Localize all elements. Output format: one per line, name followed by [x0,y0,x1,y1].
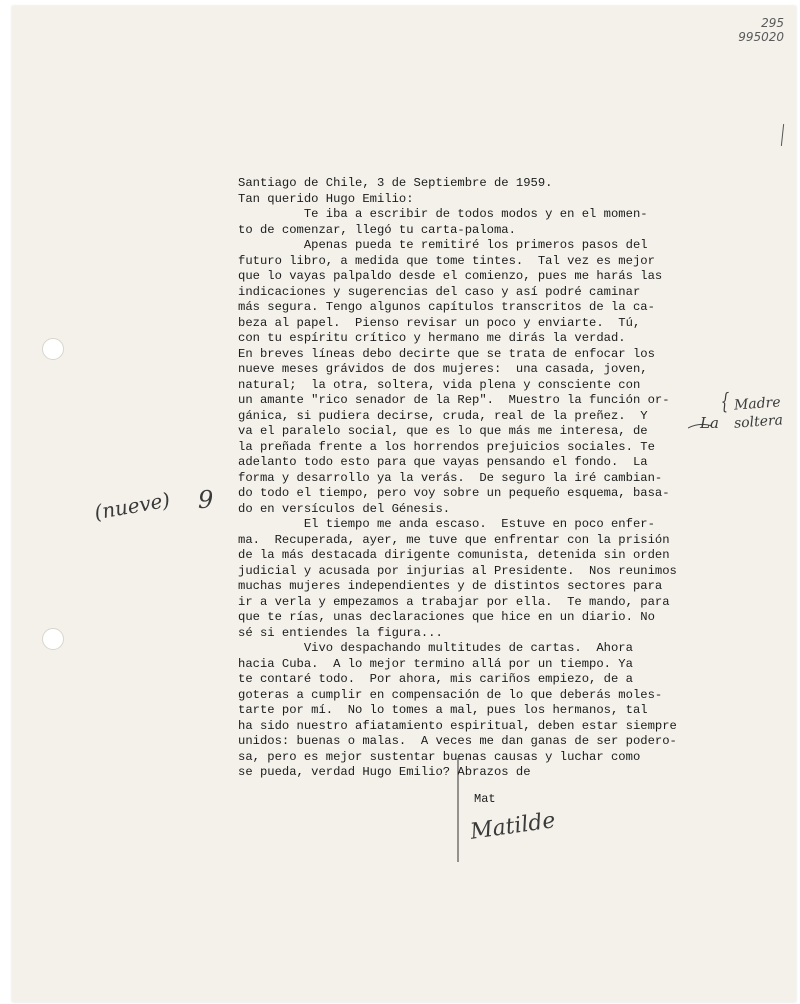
letter-line: que te rías, unas declaraciones que hice en un diario. No [238,610,655,624]
letter-line: tarte por mí. No lo tomes a mal, pues los hermanos, tal [238,703,648,717]
signature: Matilde [468,808,557,845]
letter-line: ha sido nuestro afiatamiento espiritual, deben estar siempre [238,718,677,733]
punch-hole [42,628,64,650]
letter-line: unidos: buenas o malas. A veces me dan ganas de ser podero- [238,734,677,748]
letter-line: que lo vayas palpaldo desde el comienzo, pues me harás las [238,269,663,283]
closing-initials: Mat [474,792,496,806]
letter-line: do todo el tiempo, pero voy sobre un pequeño esquema, basa- [238,486,670,500]
archive-number [738,16,784,44]
letter-line: natural; la otra, soltera, vida plena y consciente con [238,377,641,392]
letter-line: nueve meses grávidos de dos mujeres: una casada, joven, [238,362,648,376]
letter-line: va el paralelo social, que es lo que más me interesa, de [238,424,648,438]
pencil-mark [781,124,784,146]
letter-line: Vivo despachando multitudes de cartas. Ahora [238,641,633,655]
letter-line: goteras a cumplir en compensación de lo que deberás moles- [238,687,663,702]
letter-line: Apenas pueda te remitiré los primeros pasos del [238,238,648,252]
letter-line: do en versículos del Génesis. [238,501,451,516]
letter-line: gánica, si pudiera decirse, cruda, real de la preñez. Y [238,408,648,423]
margin-note: (nueve) [92,487,172,525]
side-note-word: La [700,414,719,432]
letter-line: futuro libro, a medida que tome tintes. Tal vez es mejor [238,253,655,268]
letter-line: forma y desarrollo ya la verás. De seguro la iré cambian- [238,470,663,485]
letter-line: la preñada frente a los horrendos prejuicios sociales. Te [238,439,655,454]
letter-line: adelanto todo esto para que vayas pensando el fondo. La [238,455,648,469]
letter-line: beza al papel. Pienso revisar un poco y enviarte. Tú, [238,315,641,330]
letter-line: Santiago de Chile, 3 de Septiembre de 1959. [238,176,553,190]
letter-page [12,6,796,1002]
letter-line: indicaciones y sugerencias del caso y así podré caminar [238,284,641,299]
letter-line: hacia Cuba. A lo mejor termino allá por un tiempo. Ya [238,656,633,671]
side-note-word: Madre [733,394,782,414]
margin-number: 9 [198,486,214,514]
letter-line: ma. Recuperada, ayer, me tuve que enfrentar con la prisión [238,532,670,547]
letter-line: to de comenzar, llegó tu carta-paloma. [238,222,516,237]
letter-line: El tiempo me anda escaso. Estuve en poco enfer- [238,517,655,531]
archive-number-line-1: 295 [761,16,784,30]
closing-margin-line [452,758,464,866]
letter-line: con tu espíritu crítico y hermano me dirás la verdad. [238,331,626,345]
letter-body [238,176,758,781]
side-note-brace: { [720,390,730,415]
letter-line: Tan querido Hugo Emilio: [238,191,414,206]
letter-line: Te iba a escribir de todos modos y en el momen- [238,207,648,221]
punch-hole [42,338,64,360]
side-note-word: soltera [733,412,784,432]
letter-line: de la más destacada dirigente comunista, detenida sin orden [238,548,670,562]
letter-line: judicial y acusada por injurias al Presidente. Nos reunimos [238,563,677,578]
letter-line: En breves líneas debo decirte que se trata de enfocar los [238,346,655,361]
letter-line: un amante "rico senador de la Rep". Muestro la función or- [238,393,670,407]
letter-line: ir a verla y empezamos a trabajar por ella. Te mando, para [238,594,670,609]
letter-line: sé si entiendes la figura... [238,625,443,640]
archive-number-line-2: 995020 [738,30,784,44]
letter-line: sa, pero es mejor sustentar buenas causas y luchar como [238,749,641,764]
letter-line: más segura. Tengo algunos capítulos transcritos de la ca- [238,300,655,314]
letter-line: te contaré todo. Por ahora, mis cariños empiezo, de a [238,672,633,686]
letter-line: se pueda, verdad Hugo Emilio? Abrazos de [238,765,531,779]
letter-line: muchas mujeres independientes y de distintos sectores para [238,579,663,593]
